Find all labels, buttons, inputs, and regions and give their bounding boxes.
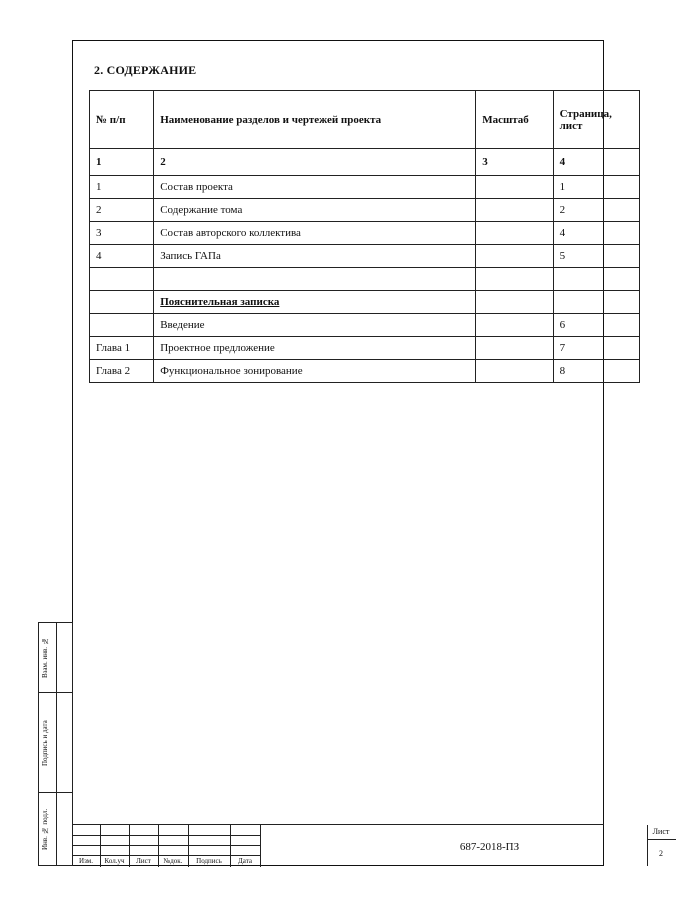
table-row-section: [90, 291, 640, 314]
row-scale: [476, 199, 553, 222]
side-cell-vzam: [39, 623, 72, 693]
side-cell-inv: [39, 793, 72, 865]
col-index-1: 1: [90, 149, 154, 176]
sheet-label: Лист: [652, 827, 670, 836]
row-num: [90, 268, 154, 291]
grid-line: [260, 825, 261, 867]
col-header-name: Наименование разделов и чертежей проекта: [154, 91, 476, 149]
row-scale: [476, 222, 553, 245]
row-name: [154, 268, 476, 291]
row-num: 1: [90, 176, 154, 199]
row-name: Проектное предложение: [154, 337, 476, 360]
row-scale: [476, 360, 553, 383]
title-block-grid: [72, 825, 260, 867]
section-heading: 2. СОДЕРЖАНИЕ: [94, 63, 197, 77]
document-code: 687-2018-ПЗ: [459, 841, 520, 853]
contents-table: [89, 90, 640, 383]
row-name: Состав проекта: [154, 176, 476, 199]
stamp-label-data: Дата: [238, 857, 252, 865]
section-title: Пояснительная записка: [154, 291, 476, 314]
row-num: Глава 2: [90, 360, 154, 383]
col-header-page: Страница, лист: [553, 91, 639, 149]
row-page: [553, 291, 639, 314]
table-header-row: [90, 91, 640, 149]
row-scale: [476, 245, 553, 268]
row-name: Функциональное зонирование: [154, 360, 476, 383]
row-scale: [476, 176, 553, 199]
sheet-number: 2: [659, 849, 663, 858]
side-stamp: [38, 622, 73, 866]
stamp-label-list: Лист: [136, 857, 151, 865]
row-scale: [476, 268, 553, 291]
col-index-4: 4: [553, 149, 639, 176]
side-cell-podpis: [39, 693, 72, 793]
table-row: [90, 314, 640, 337]
sheet-divider-h: [647, 839, 676, 840]
row-num: [90, 291, 154, 314]
col-index-3: 3: [476, 149, 553, 176]
table-row: [90, 245, 640, 268]
row-num: 3: [90, 222, 154, 245]
row-page: 8: [553, 360, 639, 383]
row-scale: [476, 314, 553, 337]
row-num: Глава 1: [90, 337, 154, 360]
row-name: Состав авторского коллектива: [154, 222, 476, 245]
row-name: Запись ГАПа: [154, 245, 476, 268]
table-row-empty: [90, 268, 640, 291]
side-label-podpis: Подпись и дата: [41, 720, 49, 766]
row-page: 5: [553, 245, 639, 268]
col-header-scale: Масштаб: [476, 91, 553, 149]
row-num: [90, 314, 154, 337]
row-page: 6: [553, 314, 639, 337]
row-num: 2: [90, 199, 154, 222]
col-index-2: 2: [154, 149, 476, 176]
stamp-label-koluch: Кол.уч: [104, 857, 125, 865]
row-num: 4: [90, 245, 154, 268]
row-page: [553, 268, 639, 291]
row-name: Введение: [154, 314, 476, 337]
title-block: [72, 824, 670, 866]
table-row: [90, 222, 640, 245]
column-index-row: [90, 149, 640, 176]
stamp-label-podpis: Подпись: [196, 857, 222, 865]
table-row: [90, 337, 640, 360]
row-scale: [476, 291, 553, 314]
table-row: [90, 176, 640, 199]
table-row: [90, 199, 640, 222]
table-row: [90, 360, 640, 383]
row-name: Содержание тома: [154, 199, 476, 222]
side-label-vzam: Взам. инв. №: [41, 637, 49, 679]
side-label-inv: Инв. № подл.: [41, 808, 49, 850]
col-header-num: № п/п: [90, 91, 154, 149]
row-page: 2: [553, 199, 639, 222]
row-scale: [476, 337, 553, 360]
row-page: 7: [553, 337, 639, 360]
row-page: 1: [553, 176, 639, 199]
stamp-label-ndok: №док.: [163, 857, 183, 865]
row-page: 4: [553, 222, 639, 245]
stamp-label-izm: Изм.: [79, 857, 93, 865]
